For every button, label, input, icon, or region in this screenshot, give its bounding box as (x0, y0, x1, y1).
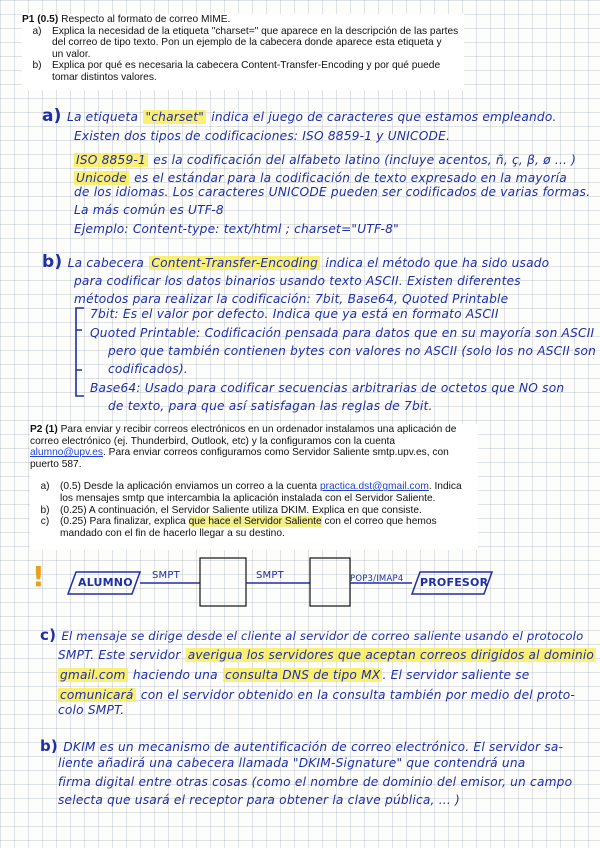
answer-c-line3: gmail.com haciendo una consulta DNS de tipo MX . El servidor saliente se (60, 668, 530, 682)
charset-highlight: "charset" (145, 110, 204, 124)
question-p2: P2 (1) Para enviar y recibir correos electrónicos en un ordenador instalamos una aplicación de correo electrónico (ej. Thunderbird, Outlook, etc) y la configuramos con la cuenta alumno@upv.es. Para enviar correos configuramos como Servidor Saliente smtp.upv.es, con puerto 587. a) (0.5) Desde la aplicación enviamos un correo a la cuenta practica.dst@gmail.com. Indica los mensajes smtp que intercambia la aplicación instalada con el Servidor Saliente. b) (0.25) A continuación, el Servidor Saliente utiliza DKIM. Explica en que consiste. c) (0.25) Para finalizar, explica que hace el Servidor Saliente con el correo que hemos mandado con el fin de hacerlo llegar a su destino. (30, 424, 478, 550)
answer-b-line2: para codificar los datos binarios usando texto ASCII. Existen diferentes (74, 274, 521, 288)
answer-b-qp: Quoted Printable: Codificación pensada para datos que en su mayoría son ASCII (90, 326, 595, 340)
answer-a-line1: a) La etiqueta "charset" indica el juego de caracteres que estamos empleando. (42, 106, 557, 126)
answer-a-example: Ejemplo: Content-type: text/html ; charset="UTF-8" (74, 222, 399, 236)
answer-c-letter: c) (40, 626, 57, 644)
answer-c-line5: colo SMPT. (58, 703, 125, 717)
answer-b-letter: b) (42, 252, 63, 272)
smtp-label-2: SMPT (256, 570, 284, 581)
answer-b-qp-2: pero que también contienen bytes con valores no ASCII (solo los no ASCII son (108, 344, 597, 358)
answer-b-line3: métodos para realizar la codificación: 7bit, Base64, Quoted Printable (74, 292, 509, 306)
answer-b-qp-3: codificados). (108, 362, 188, 376)
answer-a-line3: ISO 8859-1 es la codificación del alfabeto latino (incluye acentos, ñ, ç, β, ø ... ) (76, 153, 577, 167)
answer-dkim-line2: liente añadirá una cabecera llamada "DKIM-Signature" que contendrá una (58, 756, 526, 770)
answer-a-line5: de los idiomas. Los caracteres UNICODE pueden ser codificados de varias formas. (74, 185, 591, 199)
answer-dkim-line4: selecta que usará el receptor para obtener la clave pública, ... ) (58, 793, 460, 807)
pop-imap-label: POP3/IMAP4 (350, 574, 404, 584)
p1-b-label: b) (32, 60, 42, 72)
p1-a-line1: Explica la necesidad de la etiqueta "charset=" que aparece en la descripción de las partes (52, 25, 459, 37)
warning-icon: ! (32, 560, 45, 593)
p1-b-line2: tomar distintos valores. (52, 71, 157, 83)
p1-title: P1 (0.5) (22, 14, 59, 25)
p1-b-line1: Explica por qué es necesaria la cabecera Content-Transfer-Encoding y por qué puede (52, 60, 441, 72)
question-p1 (22, 14, 464, 90)
outgoing-server-box (200, 558, 246, 606)
answer-a-letter: a) (42, 106, 62, 126)
answer-c-line2: SMPT. Este servidor averigua los servidores que aceptan correos dirigidos al dominio (58, 648, 595, 662)
answer-c-line4: comunicará con el servidor obtenido en la consulta también por medio del proto- (60, 688, 575, 702)
answer-b-line1: b) La cabecera Content-Transfer-Encoding indica el método que ha sido usado (42, 252, 550, 272)
answer-b-7bit: 7bit: Es el valor por defecto. Indica que ya está en formato ASCII (90, 307, 499, 321)
answer-dkim-letter: b) (40, 737, 58, 755)
alumno-label: ALUMNO (78, 576, 133, 589)
p1-a-line3: un valor. (52, 48, 91, 60)
answer-b-base64-2: de texto, para que así satisfagan las reglas de 7bit. (108, 399, 433, 413)
profesor-label: PROFESOR (420, 576, 489, 589)
answer-a-line4: Unicode es el estándar para la codificación de texto expresado en la mayoría (76, 171, 567, 185)
practica-email-link[interactable]: practica.dst@gmail.com (319, 481, 429, 493)
p1-a-label: a) (32, 25, 42, 37)
answer-b-base64: Base64: Usado para codificar secuencias arbitrarias de octetos que NO son (90, 381, 565, 395)
p1-a-line2: del correo de tipo texto. Pon un ejemplo de la cabecera donde aparece esta etiqueta y (52, 37, 442, 49)
incoming-server-box (310, 558, 350, 606)
answer-a-line6: La más común es UTF-8 (74, 203, 224, 217)
alumno-email-link[interactable]: alumno@upv.es (30, 447, 104, 459)
answer-c-line1: c) El mensaje se dirige desde el cliente al servidor de correo saliente usando el protocolo (40, 626, 584, 644)
answer-dkim-line1: b) DKIM es un mecanismo de autentificación de correo electrónico. El servidor sa- (40, 737, 564, 755)
saliente-highlight: que hace el Servidor Saliente (188, 516, 322, 528)
bracket-icon (70, 304, 90, 402)
cte-highlight: Content-Transfer-Encoding (151, 256, 319, 270)
answer-dkim-line3: firma digital entre otras cosas (como el nombre de dominio del emisor, un campo (58, 775, 573, 789)
smtp-label-1: SMPT (152, 570, 180, 581)
p1-intro: Respecto al formato de correo MIME. (61, 14, 231, 25)
answer-a-line2: Existen dos tipos de codificaciones: ISO 8859-1 y UNICODE. (74, 129, 451, 143)
p2-title: P2 (1) (30, 424, 58, 435)
